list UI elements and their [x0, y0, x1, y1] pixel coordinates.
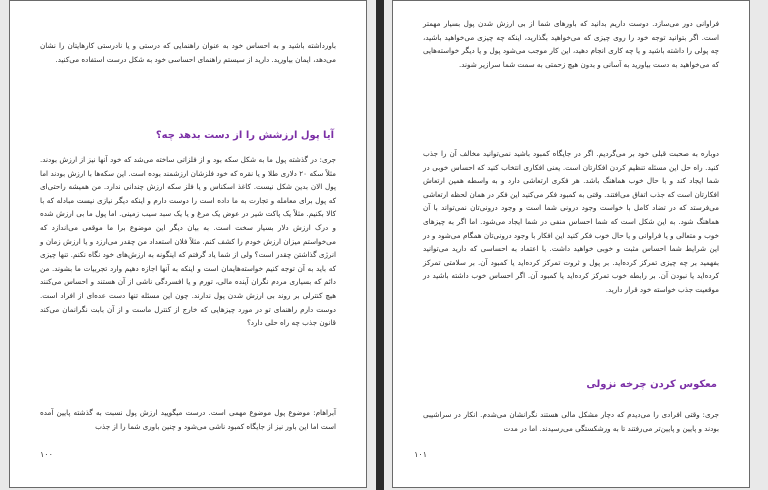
left-intro-paragraph: [40, 39, 336, 66]
right-page: [392, 0, 750, 488]
right-middle-text: دوباره به صحبت قبلی خود بر می‌گردیم. اگر در جایگاه کمبود باشید نمی‌توانید مخالف آن را جذب کنید. راه حل این مسئله تنظیم کردن افکارتان است. یعنی افکاری انتخاب کنید که احساس خوبی در شما ایجاد کند و با حال خوب هماهنگ باشد. هر فکری ارتعاشی دارد و به واسطه همین ارتعاش افکارتان است که جذب اتفاق می‌افتند. وقتی به کمبود فکر می‌کنید این فکر در همان لحظه ارتعاشی می‌فرستد که در تضاد کامل با خواست وجود درونی شما است و وجود درونی‌تان نمی‌تواند با آن هماهنگ شود. به این شکل است که شما احساس منفی در شما ایجاد می‌شود. اما اگر به چیزهای خوب و متعالی و یا فراوانی و یا حال خوب فکر کنید این افکار با وجود درونی‌تان همگام می‌شود و در این شرایط شما احساس مثبت و خوبی خواهید داشت. با اعتماد به احساسی که دارید می‌توانید بفهمید بر چه چیزی تمرکز کرده‌اید. بر پول و ثروت تمرکز کرده‌اید یا کمبود آن. بر سلامتی تمرکز کرده‌اید یا نبودن آن. بر رابطه خوب تمرکز کرده‌اید یا کمبود آن. اگر احساس خوب داشته باشید در موقعیت جذب خواسته خود قرار دارید.: [423, 149, 719, 294]
right-middle-paragraph: [423, 147, 719, 297]
left-body-text: جری: در گذشته پول ما به شکل سکه بود و از فلزاتی ساخته می‌شد که خود آنها نیز از ارزش بودند. مثلاً سکه ۲۰ دلاری طلا و یا نقره که خود فلزشان ارزشمند بوده است. این سکه‌ها با ارزش بودند اما پول الان بدین شکل نیست. کاغذ اسکناس و یا فلز سکه ارزش چندانی ندارد. من همیشه راحتی‌ای که پول برای معامله و تجارت به ما داده است را دوست دارم و اینکه دیگر نیازی نیست مبادله که با کالا بکنیم. مثلاً یک پاکت شیر در عوض یک مرغ و یا یک سبد سیب زمینی. اما پول ما بی ارزش شده و درک ارزش دلار بسیار سخت است. به بیان دیگر این موضوع برا ما موقعی می‌اندازد که می‌خواستم میزان ارزش خودم را کشف کنم. مثلاً فلان استعداد من چقدر می‌ارزد و یا ارزش زمان و انرژی گذاشتن چقدر است؟ ولی از شما یاد گرفتم که اینگونه به ارزش‌های خود نگاه نکنم. تنها چیزی که باید به آن توجه کنیم خواسته‌هایمان است و اینکه به آنها اجازه دهیم وارد تجربیات ما بشوند. من دائم که بسیاری مردم نگران آینده مالی، تورم و یا افسردگی ناشی از آن هستند و احساس می‌کنند هیچ کنترلی بر روند بی ارزش شدن پول ندارند. چون این مسئله تنها دست عده‌ای از افراد است. دوست دارم راهنمای تو در مورد چیزهایی که خارج از کنترل ماست و از آن بابت نگرانمان می‌کند قانون جذب چه راه حلی دارد؟: [40, 155, 336, 328]
left-section-heading: آیا پول ارزشش را از دست بدهد چه؟: [155, 130, 334, 141]
book-spine: [376, 0, 384, 490]
right-page-number: ۱۰۱: [414, 450, 427, 459]
left-tail-text: آبراهام: موضوع پول موضوع مهمی است. درست میگویید ارزش پول نسبت به گذشته پایین آمده است اما این باور نیز از جایگاه کمبود ناشی می‌شود و چنین باوری شما را از جذب: [40, 408, 336, 431]
right-top-paragraph: [423, 17, 719, 71]
left-body-paragraph: [40, 153, 336, 330]
left-page-number: ۱۰۰: [40, 450, 53, 459]
left-tail-paragraph: [40, 406, 336, 433]
right-tail-paragraph: [423, 408, 719, 435]
right-top-text: فراوانی دور می‌سازد. دوست داریم بدانید که باورهای شما از بی ارزش شدن پول بسیار مهمتر است. اگر بتوانید توجه خود را روی چیزی که می‌خواهید بگذارید، اینکه چه چیزی می‌خواهید باشید، چه پولی را داشته باشید و یا چه کاری انجام دهید، این کار موجب می‌شود پول و یا دیگر خواسته‌هایی که می‌خواهید به دست بیاورید به آسانی و بدون هیچ زحمتی به سمت شما سرازیر شوند.: [423, 19, 719, 69]
left-page: [9, 0, 367, 488]
right-tail-text: جری: وقتی افرادی را می‌دیدم که دچار مشکل مالی هستند نگرانشان می‌شدم. انکار در سراشیبی بودند و پایین و پایین‌تر می‌رفتند تا به ورشکستگی می‌رسیدند. اما در مدت: [423, 410, 719, 433]
right-section-heading: معکوس کردن چرخه نزولی: [586, 379, 717, 390]
left-intro-text: باورداشته باشید و به احساس خود به عنوان راهنمایی که درستی و یا نادرستی کارهایتان را نشان می‌دهد، ایمان بیاورید. دارید از سیستم راهنمای احساسی خود به شکل درست استفاده می‌کنید.: [40, 41, 336, 64]
